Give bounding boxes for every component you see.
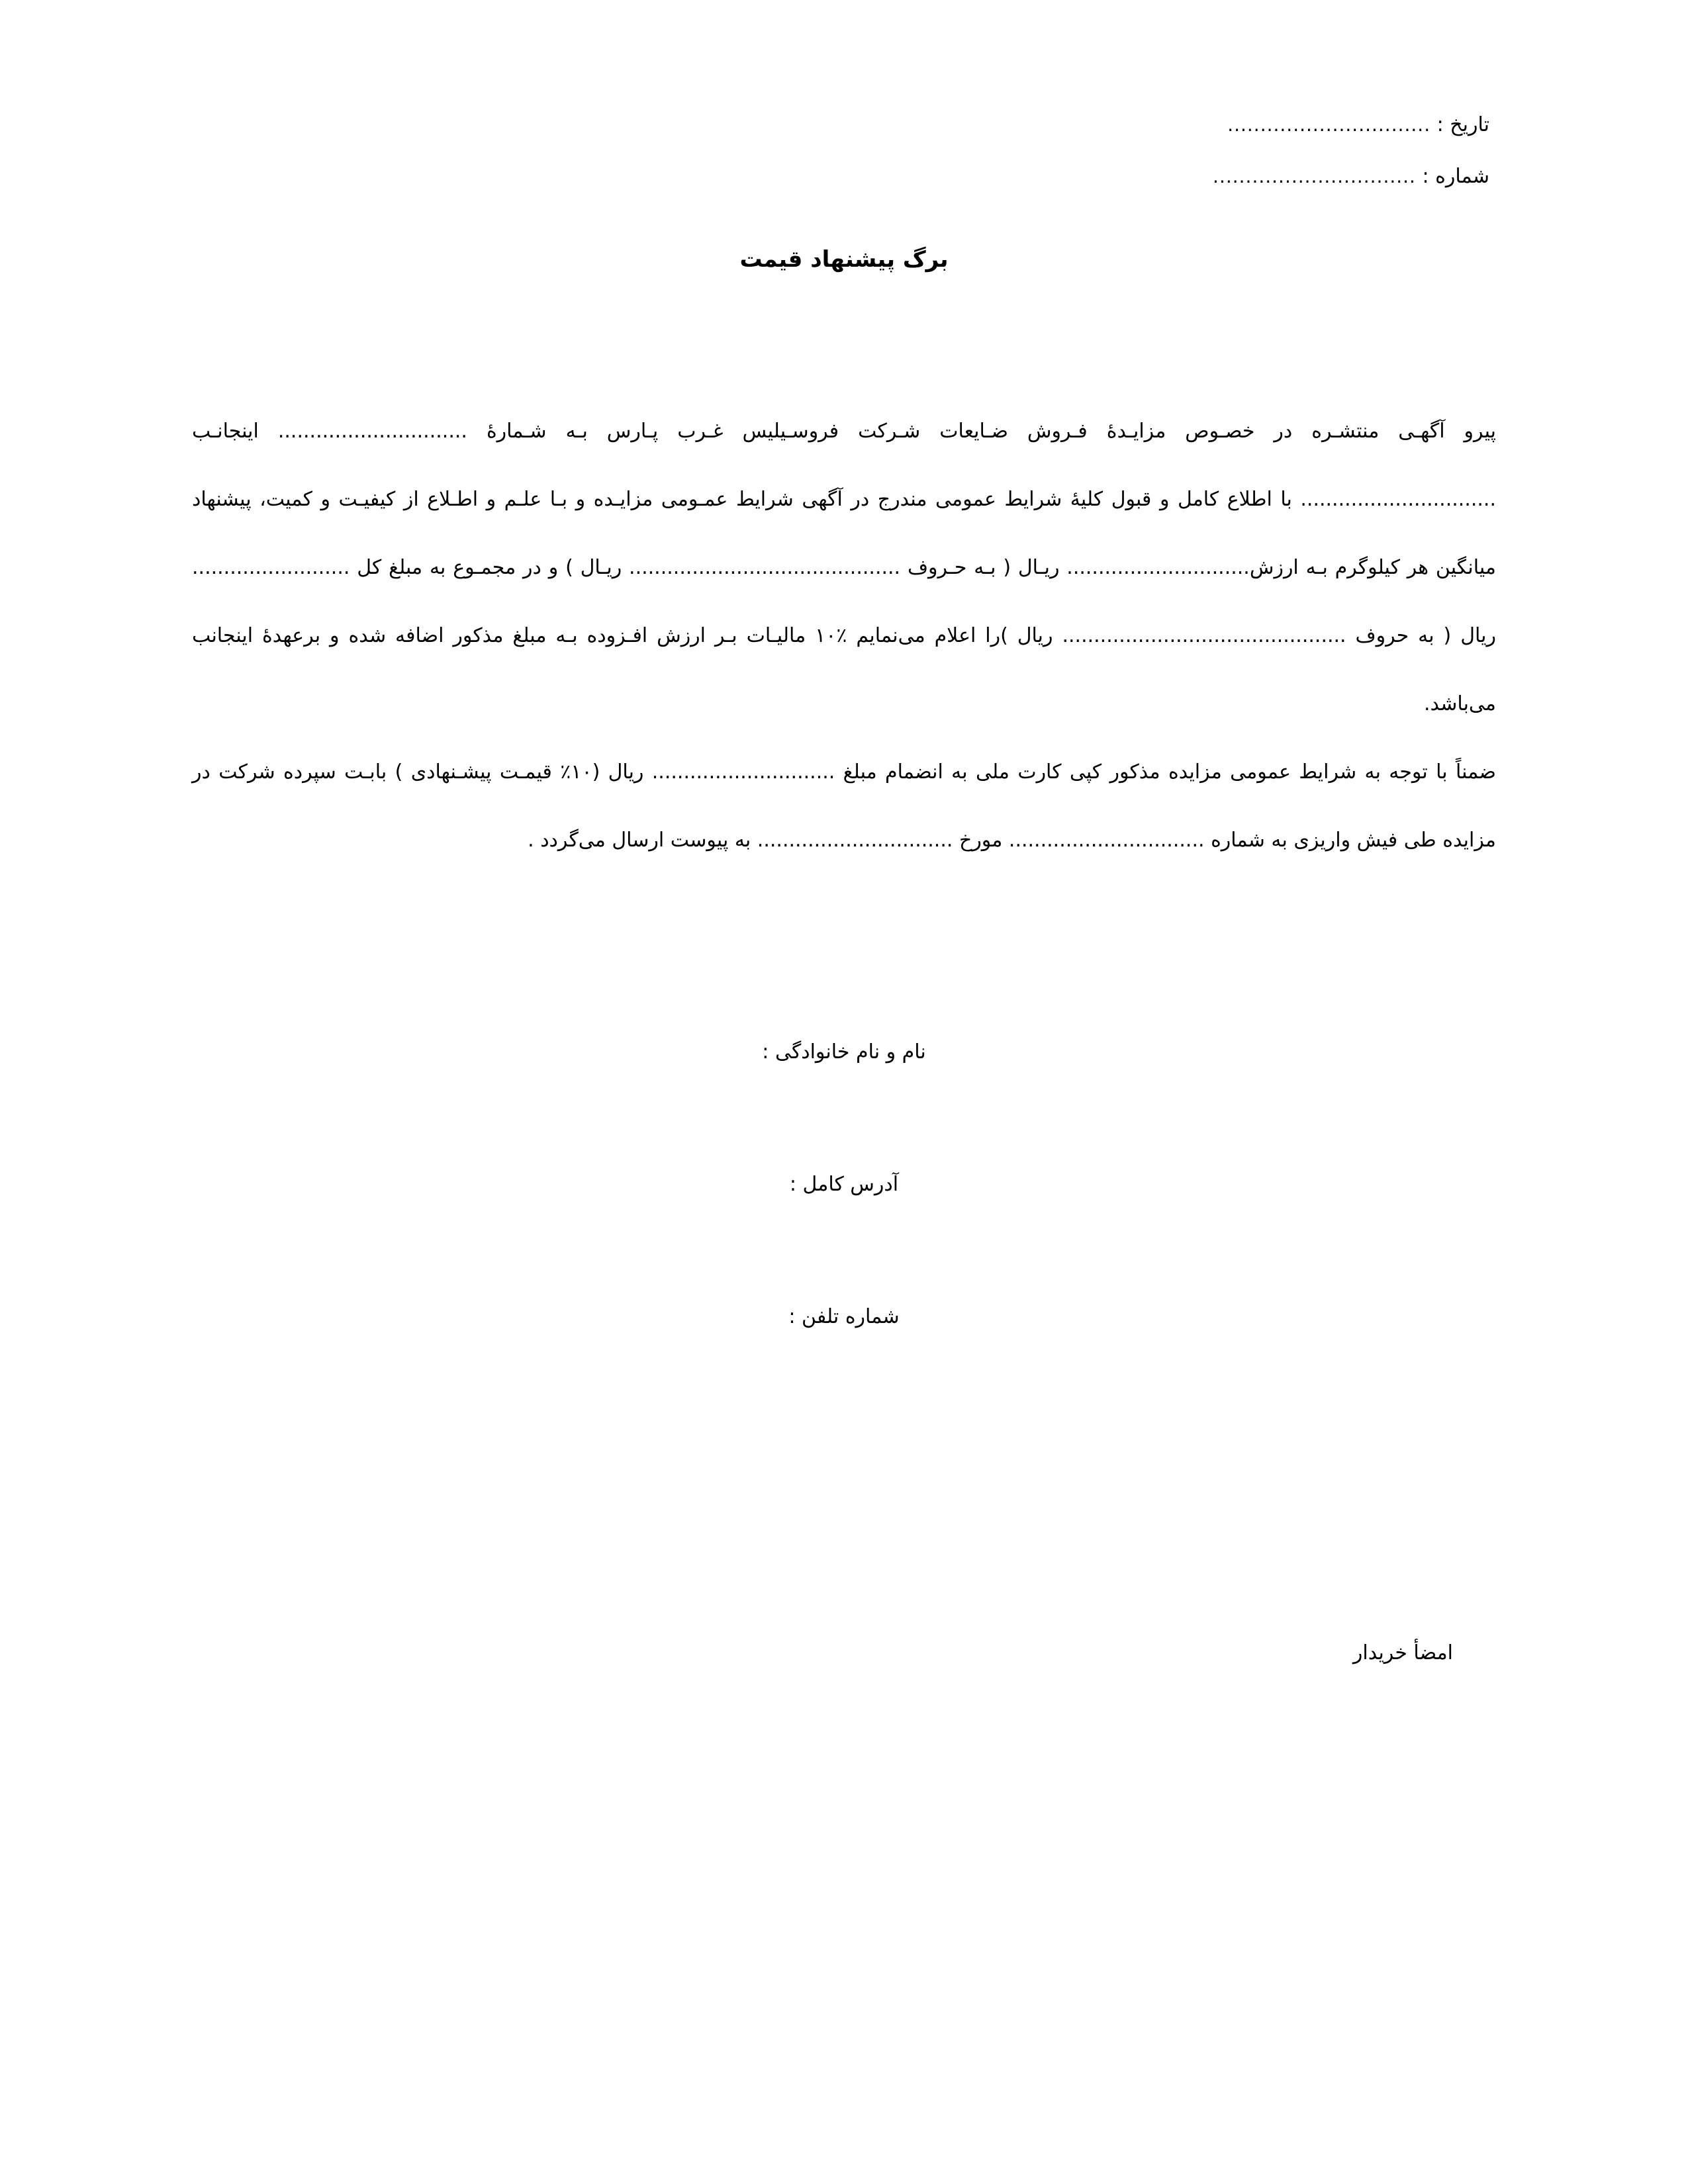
full-name-label: نام و نام خانوادگی :	[762, 1040, 926, 1064]
body-paragraph-2: ضمناً با توجه به شرایط عمومی مزایده مذکور کپی کارت ملی به انضمام مبلغ ............................. ریال (۱۰٪ قیمـت پیشـنهادی ) بابـت سپرده شرکت در مزایده طی فیش واریزی به شماره ............................... مورخ ............................... به پیوست ارسال می‌گردد .	[192, 760, 1496, 852]
address-row	[0, 1118, 1688, 1251]
phone-row	[0, 1251, 1688, 1383]
date-blank-line[interactable]: ...............................	[1227, 114, 1431, 136]
number-label: شماره :	[1422, 165, 1489, 188]
page-title: برگ پیشنهاد قیمت	[739, 246, 949, 273]
number-field-row	[1026, 151, 1489, 203]
header-fields	[1026, 99, 1489, 203]
phone-label: شماره تلفن :	[788, 1305, 900, 1328]
date-label: تاریخ :	[1436, 113, 1489, 136]
address-label: آدرس کامل :	[789, 1173, 899, 1196]
buyer-signature-label: امضأ خریدار	[1352, 1641, 1453, 1664]
date-field-row	[1026, 99, 1489, 151]
document-body	[192, 397, 1496, 874]
body-paragraph-1: پیرو آگهـی منتشـره در خصـوص مزایـدۀ فـروش ضـایعات شـرکت فروسـیلیس غـرب پـارس بـه شـمارۀ .............................. اینجانـب ............................... با اطلاع کامل و قبول کلیۀ شرایط عمومی مندرج در آگهی شرایط عمـومی مزایـده و بـا علـم و اطـلاع از کیفیـت و کمیت، پیشنهاد میانگین هر کیلوگرم بـه ارزش............................. ریـال ( بـه حـروف ........................................... ریـال ) و در مجمـوع به مبلغ کل ......................... ریال ( به حروف ............................................. ریال )را اعلام می‌نمایم ٪۱۰ مالیـات بـر ارزش افـزوده بـه مبلغ مذکور اضافه شده و برعهدۀ اینجانب می‌باشد.	[192, 420, 1496, 715]
number-blank-line[interactable]: ...............................	[1213, 165, 1416, 187]
full-name-row	[0, 986, 1688, 1118]
signer-fields	[0, 986, 1688, 1383]
